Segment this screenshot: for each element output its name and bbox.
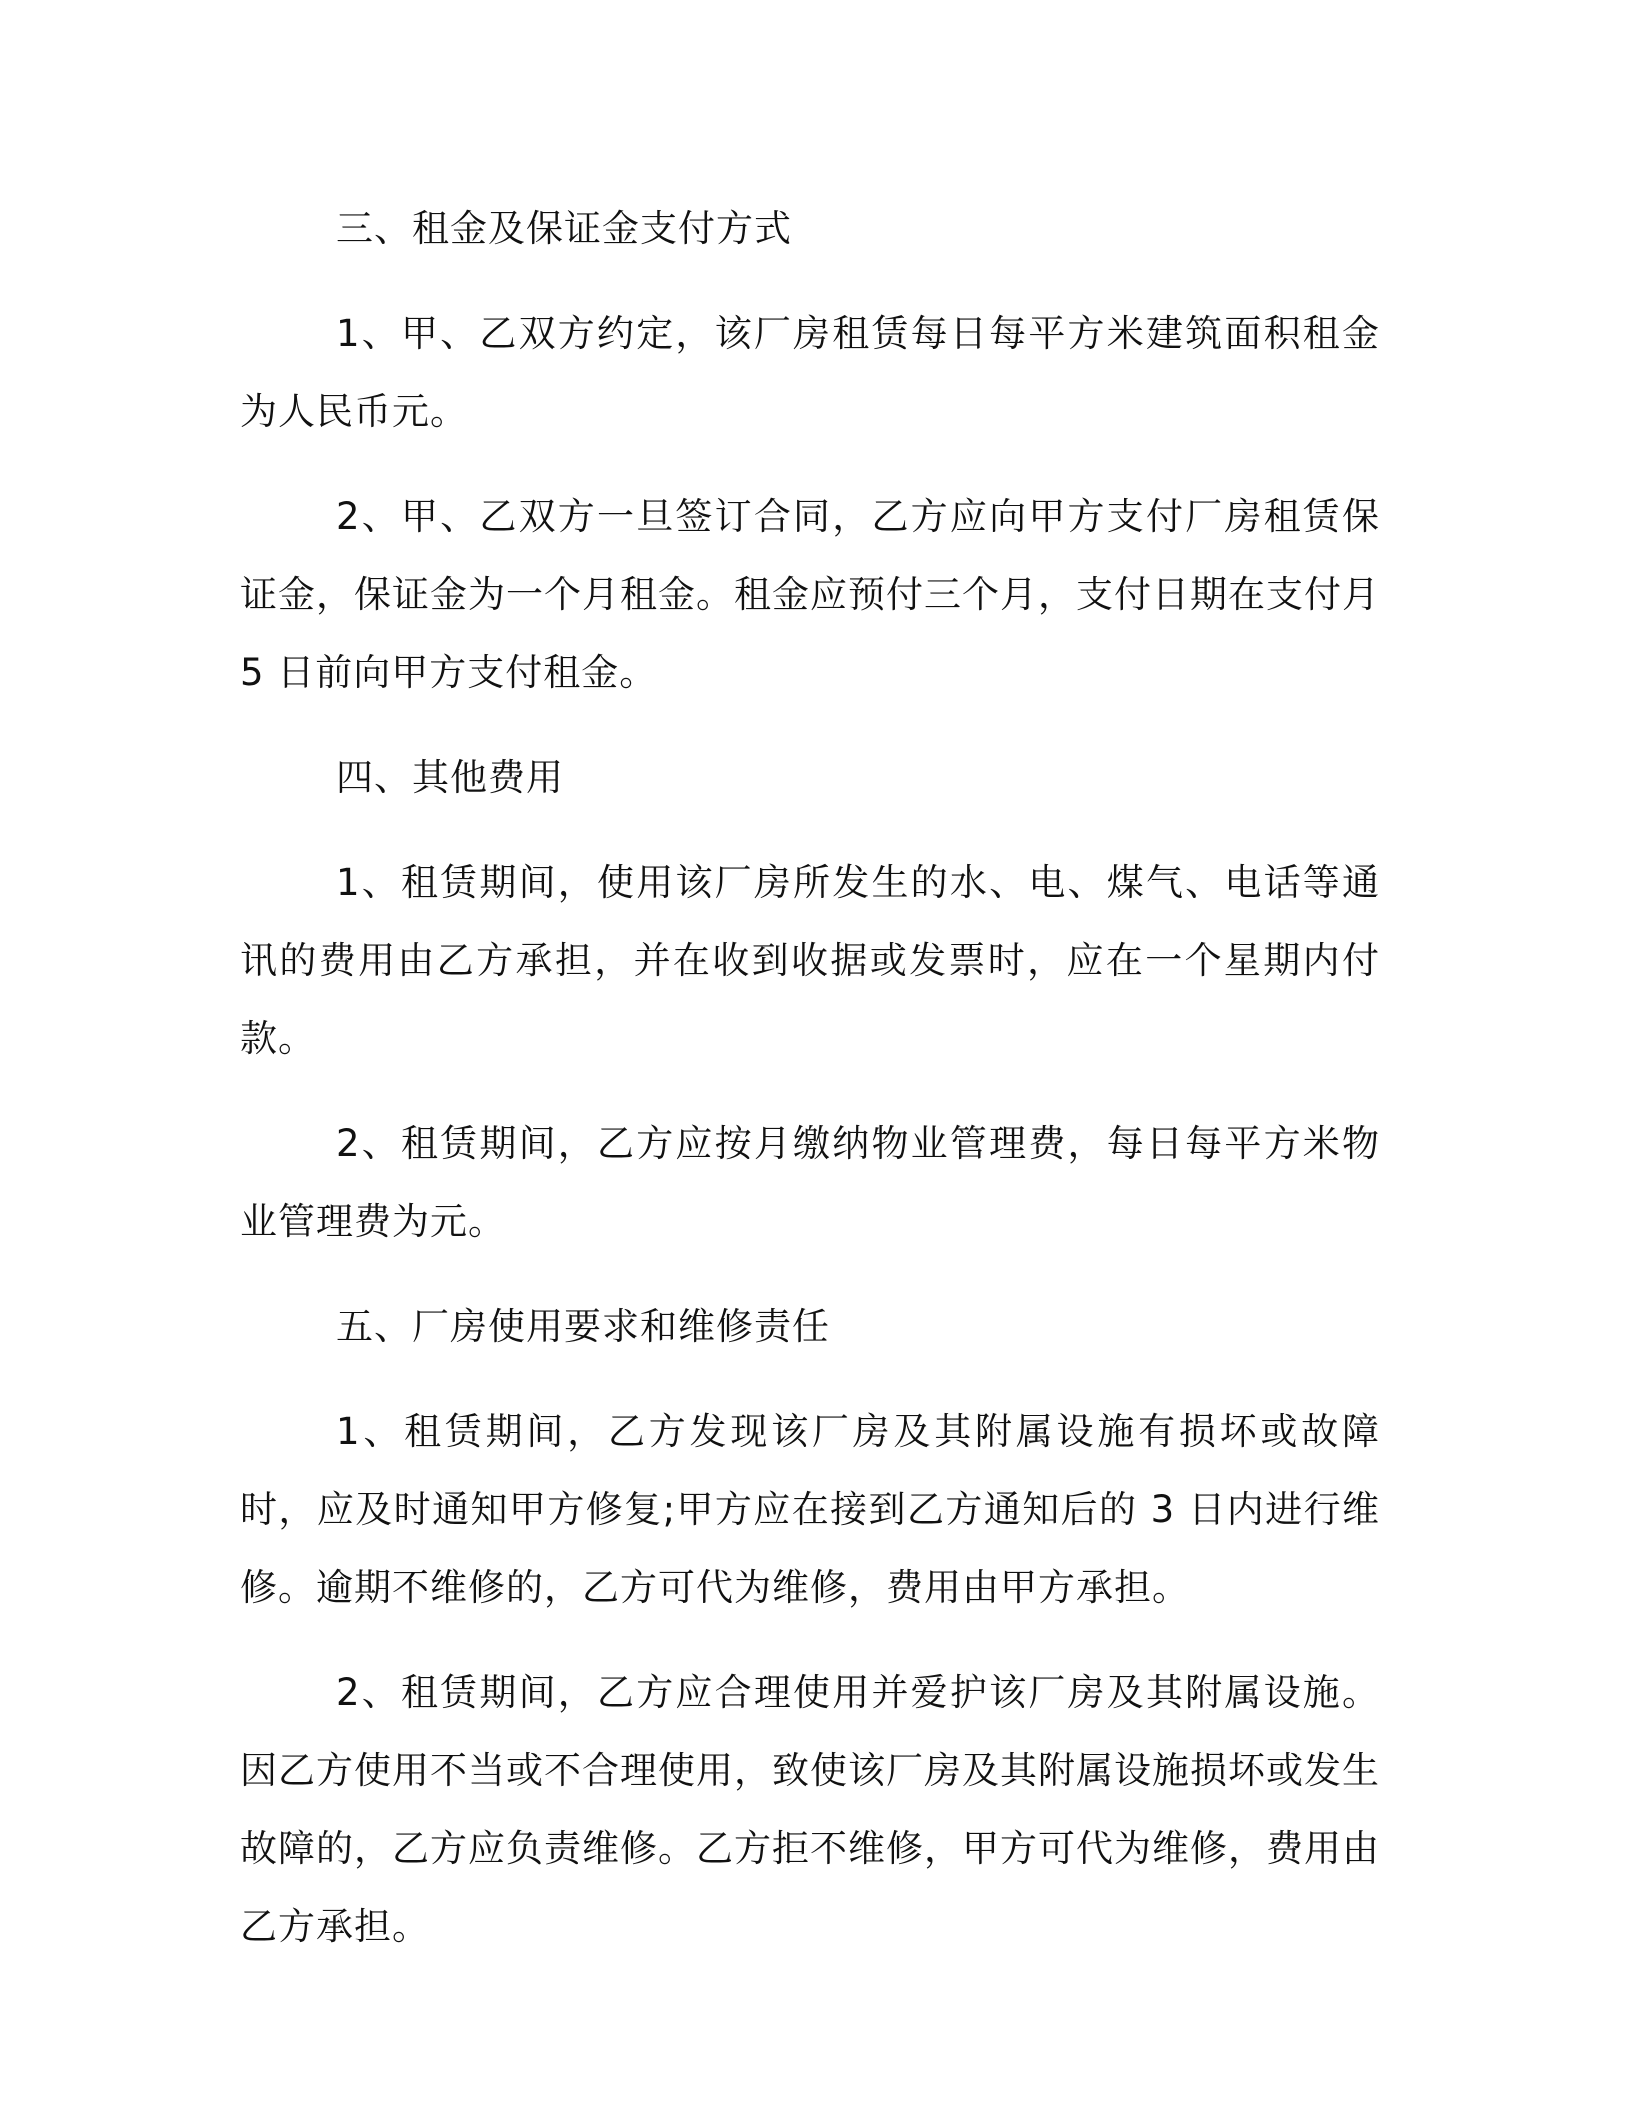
clause-5-2: 2、租赁期间，乙方应合理使用并爱护该厂房及其附属设施。因乙方使用不当或不合理使用，致使该厂房及其附属设施损坏或发生故障的，乙方应负责维修。乙方拒不维修，甲方可代为维修，费用由乙方承担。	[240, 1671, 1380, 1948]
section-heading-4: 四、其他费用	[336, 756, 564, 799]
clause-3-1: 1、甲、乙双方约定，该厂房租赁每日每平方米建筑面积租金为人民币元。	[240, 312, 1380, 433]
section-heading-5: 五、厂房使用要求和维修责任	[336, 1305, 830, 1348]
section-heading-3: 三、租金及保证金支付方式	[336, 207, 792, 250]
clause-4-1: 1、租赁期间，使用该厂房所发生的水、电、煤气、电话等通讯的费用由乙方承担，并在收到收据或发票时，应在一个星期内付款。	[240, 861, 1380, 1060]
clause-5-1: 1、租赁期间，乙方发现该厂房及其附属设施有损坏或故障时，应及时通知甲方修复;甲方应在接到乙方通知后的 3 日内进行维修。逾期不维修的，乙方可代为维修，费用由甲方承担。	[240, 1410, 1380, 1609]
document-body	[240, 190, 1380, 1993]
clause-3-2: 2、甲、乙双方一旦签订合同，乙方应向甲方支付厂房租赁保证金，保证金为一个月租金。租金应预付三个月，支付日期在支付月 5 日前向甲方支付租金。	[240, 495, 1380, 694]
clause-4-2: 2、租赁期间，乙方应按月缴纳物业管理费，每日每平方米物业管理费为元。	[240, 1122, 1380, 1243]
